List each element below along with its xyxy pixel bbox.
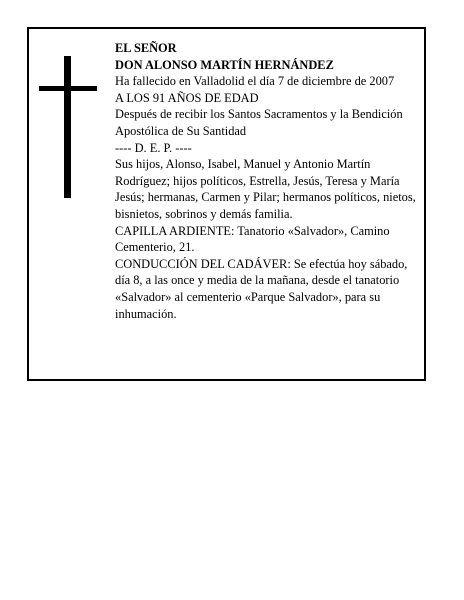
chapel-paragraph: CAPILLA ARDIENTE: Tanatorio «Salvador», Camino Cementerio, 21. (115, 223, 390, 255)
cross-horizontal-bar (39, 86, 97, 91)
notice-title-line2: DON ALONSO MARTÍN HERNÁNDEZ (115, 57, 334, 72)
procession-paragraph: CONDUCCIÓN DEL CADÁVER: Se efectúa hoy sábado, día 8, a las once y media de la mañana, desde el tanatorio «Salvador» al cementerio «Parque Salvador», para su inhumación. (115, 256, 408, 321)
sacraments-paragraph: Después de recibir los Santos Sacramentos y la Bendición Apostólica de Su Santidad (115, 107, 403, 138)
age-line: A LOS 91 AÑOS DE EDAD (115, 90, 259, 105)
cross-vertical-bar (64, 56, 71, 198)
notice-text (115, 40, 425, 322)
obituary-notice (27, 27, 426, 381)
death-statement: Ha fallecido en Valladolid el día 7 de diciembre de 2007 (115, 74, 395, 89)
family-paragraph: Sus hijos, Alonso, Isabel, Manuel y Antonio Martín Rodríguez; hijos políticos, Estrella, Jesús, Teresa y María Jesús; hermanas, Carmen y Pilar; hermanos políticos, nietos, bisnietos, sobrinos y demás familia. (115, 157, 416, 221)
latin-cross-icon (39, 56, 97, 198)
notice-title-line1: EL SEÑOR (115, 41, 177, 55)
rip-line: ---- D. E. P. ---- (115, 140, 192, 155)
